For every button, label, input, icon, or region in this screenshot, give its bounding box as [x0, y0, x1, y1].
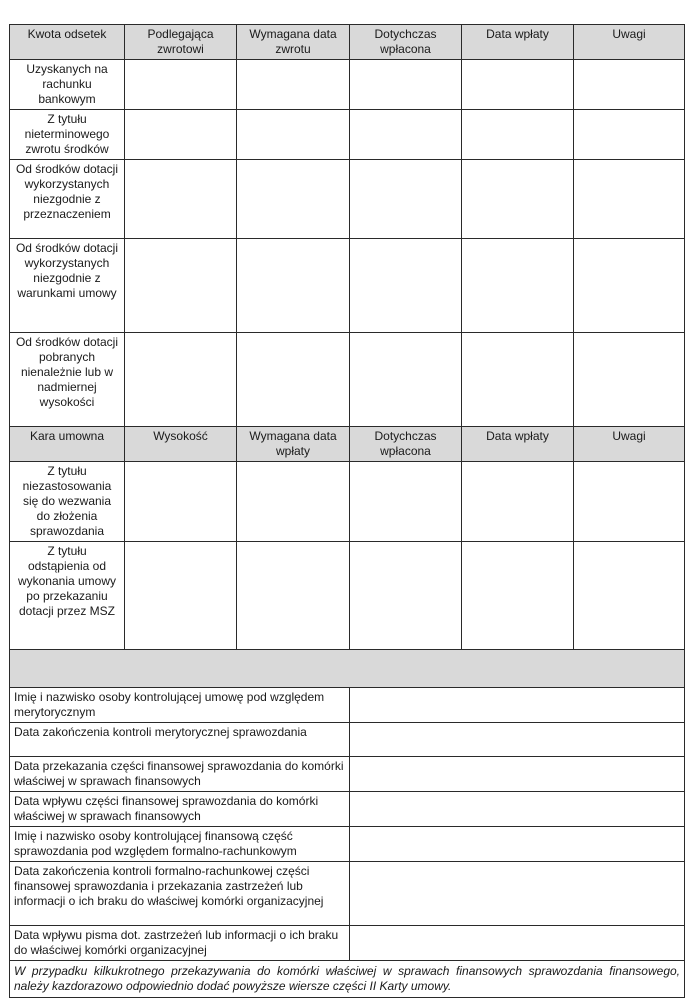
header-paid-so-far: Dotychczas wpłacona: [350, 427, 462, 462]
penalty-row-label: Z tytułu niezastosowania się do wezwania do złożenia sprawozdania: [10, 462, 125, 542]
settlement-table: [9, 24, 685, 998]
cell-required-date[interactable]: [237, 333, 350, 427]
info-row-label: Data przekazania części finansowej sprawozdania do komórki właściwej w sprawach finansowych: [10, 757, 350, 792]
cell-remarks[interactable]: [574, 160, 685, 239]
section-separator-row: [10, 650, 685, 688]
cell-required-date[interactable]: [237, 462, 350, 542]
cell-required-date[interactable]: [237, 110, 350, 160]
interest-row-label: Od środków dotacji wykorzystanych niezgodnie z warunkami umowy: [10, 239, 125, 333]
cell-payment-date[interactable]: [462, 542, 574, 650]
info-row: [10, 827, 685, 862]
info-row-label: Imię i nazwisko osoby kontrolującej umowę pod względem merytorycznym: [10, 688, 350, 723]
header-required-payment-date: Wymagana data wpłaty: [237, 427, 350, 462]
cell-paid-so-far[interactable]: [350, 60, 462, 110]
header-interest-amount: Kwota odsetek: [10, 25, 125, 60]
cell-required-date[interactable]: [237, 160, 350, 239]
cell-paid-so-far[interactable]: [350, 160, 462, 239]
info-row: [10, 792, 685, 827]
header-payment-date: Data wpłaty: [462, 25, 574, 60]
header-amount: Wysokość: [125, 427, 237, 462]
info-row: [10, 862, 685, 926]
header-payment-date: Data wpłaty: [462, 427, 574, 462]
cell-paid-so-far[interactable]: [350, 333, 462, 427]
cell-payment-date[interactable]: [462, 333, 574, 427]
penalty-row: [10, 462, 685, 542]
cell-remarks[interactable]: [574, 239, 685, 333]
info-value-cell[interactable]: [350, 723, 685, 757]
cell-paid-so-far[interactable]: [350, 462, 462, 542]
interest-row-label: Uzyskanych na rachunku bankowym: [10, 60, 125, 110]
header-contract-penalty: Kara umowna: [10, 427, 125, 462]
cell-to-return[interactable]: [125, 110, 237, 160]
interest-row-label: Od środków dotacji pobranych nienależnie lub w nadmiernej wysokości: [10, 333, 125, 427]
cell-remarks[interactable]: [574, 60, 685, 110]
header-remarks: Uwagi: [574, 25, 685, 60]
penalty-row: [10, 542, 685, 650]
cell-to-return[interactable]: [125, 60, 237, 110]
info-row-label: Data zakończenia kontroli merytorycznej sprawozdania: [10, 723, 350, 757]
footnote-text: W przypadku kilkukrotnego przekazywania do komórki właściwej w sprawach finansowych sprawozdania finansowego, należy kazdorazowo odpowiednio dodać powyższe wiersze części II Karty umowy.: [10, 961, 685, 998]
info-row: [10, 723, 685, 757]
cell-remarks[interactable]: [574, 542, 685, 650]
cell-amount[interactable]: [125, 462, 237, 542]
cell-to-return[interactable]: [125, 160, 237, 239]
info-value-cell[interactable]: [350, 688, 685, 723]
cell-payment-date[interactable]: [462, 110, 574, 160]
interest-row-label: Z tytułu nieterminowego zwrotu środków: [10, 110, 125, 160]
header-paid-so-far: Dotychczas wpłacona: [350, 25, 462, 60]
cell-payment-date[interactable]: [462, 239, 574, 333]
cell-paid-so-far[interactable]: [350, 542, 462, 650]
info-row: [10, 926, 685, 961]
cell-remarks[interactable]: [574, 462, 685, 542]
cell-payment-date[interactable]: [462, 462, 574, 542]
info-value-cell[interactable]: [350, 757, 685, 792]
interest-row: [10, 333, 685, 427]
cell-remarks[interactable]: [574, 110, 685, 160]
section-separator: [10, 650, 685, 688]
info-row-label: Data wpływu części finansowej sprawozdania do komórki właściwej w sprawach finansowych: [10, 792, 350, 827]
header-required-return-date: Wymagana data zwrotu: [237, 25, 350, 60]
info-row: [10, 757, 685, 792]
info-row: [10, 688, 685, 723]
header-remarks: Uwagi: [574, 427, 685, 462]
interest-row: [10, 60, 685, 110]
info-value-cell[interactable]: [350, 926, 685, 961]
cell-remarks[interactable]: [574, 333, 685, 427]
form-page: [9, 24, 684, 998]
interest-header-row: [10, 25, 685, 60]
header-to-return: Podlegająca zwrotowi: [125, 25, 237, 60]
cell-paid-so-far[interactable]: [350, 239, 462, 333]
penalty-header-row: [10, 427, 685, 462]
cell-to-return[interactable]: [125, 239, 237, 333]
interest-row: [10, 160, 685, 239]
penalty-row-label: Z tytułu odstąpienia od wykonania umowy po przekazaniu dotacji przez MSZ: [10, 542, 125, 650]
info-value-cell[interactable]: [350, 827, 685, 862]
cell-required-date[interactable]: [237, 542, 350, 650]
interest-row: [10, 239, 685, 333]
info-row-label: Data wpływu pisma dot. zastrzeżeń lub informacji o ich braku do właściwej komórki organizacyjnej: [10, 926, 350, 961]
info-value-cell[interactable]: [350, 862, 685, 926]
cell-paid-so-far[interactable]: [350, 110, 462, 160]
cell-required-date[interactable]: [237, 60, 350, 110]
cell-to-return[interactable]: [125, 333, 237, 427]
info-row-label: Imię i nazwisko osoby kontrolującej finansową część sprawozdania pod względem formalno-rachunkowym: [10, 827, 350, 862]
interest-row-label: Od środków dotacji wykorzystanych niezgodnie z przeznaczeniem: [10, 160, 125, 239]
cell-required-date[interactable]: [237, 239, 350, 333]
info-row-label: Data zakończenia kontroli formalno-rachunkowej części finansowej sprawozdania i przekazania zastrzeżeń lub informacji o ich braku do właściwej komórki organizacyjnej: [10, 862, 350, 926]
cell-amount[interactable]: [125, 542, 237, 650]
cell-payment-date[interactable]: [462, 160, 574, 239]
info-value-cell[interactable]: [350, 792, 685, 827]
interest-row: [10, 110, 685, 160]
cell-payment-date[interactable]: [462, 60, 574, 110]
